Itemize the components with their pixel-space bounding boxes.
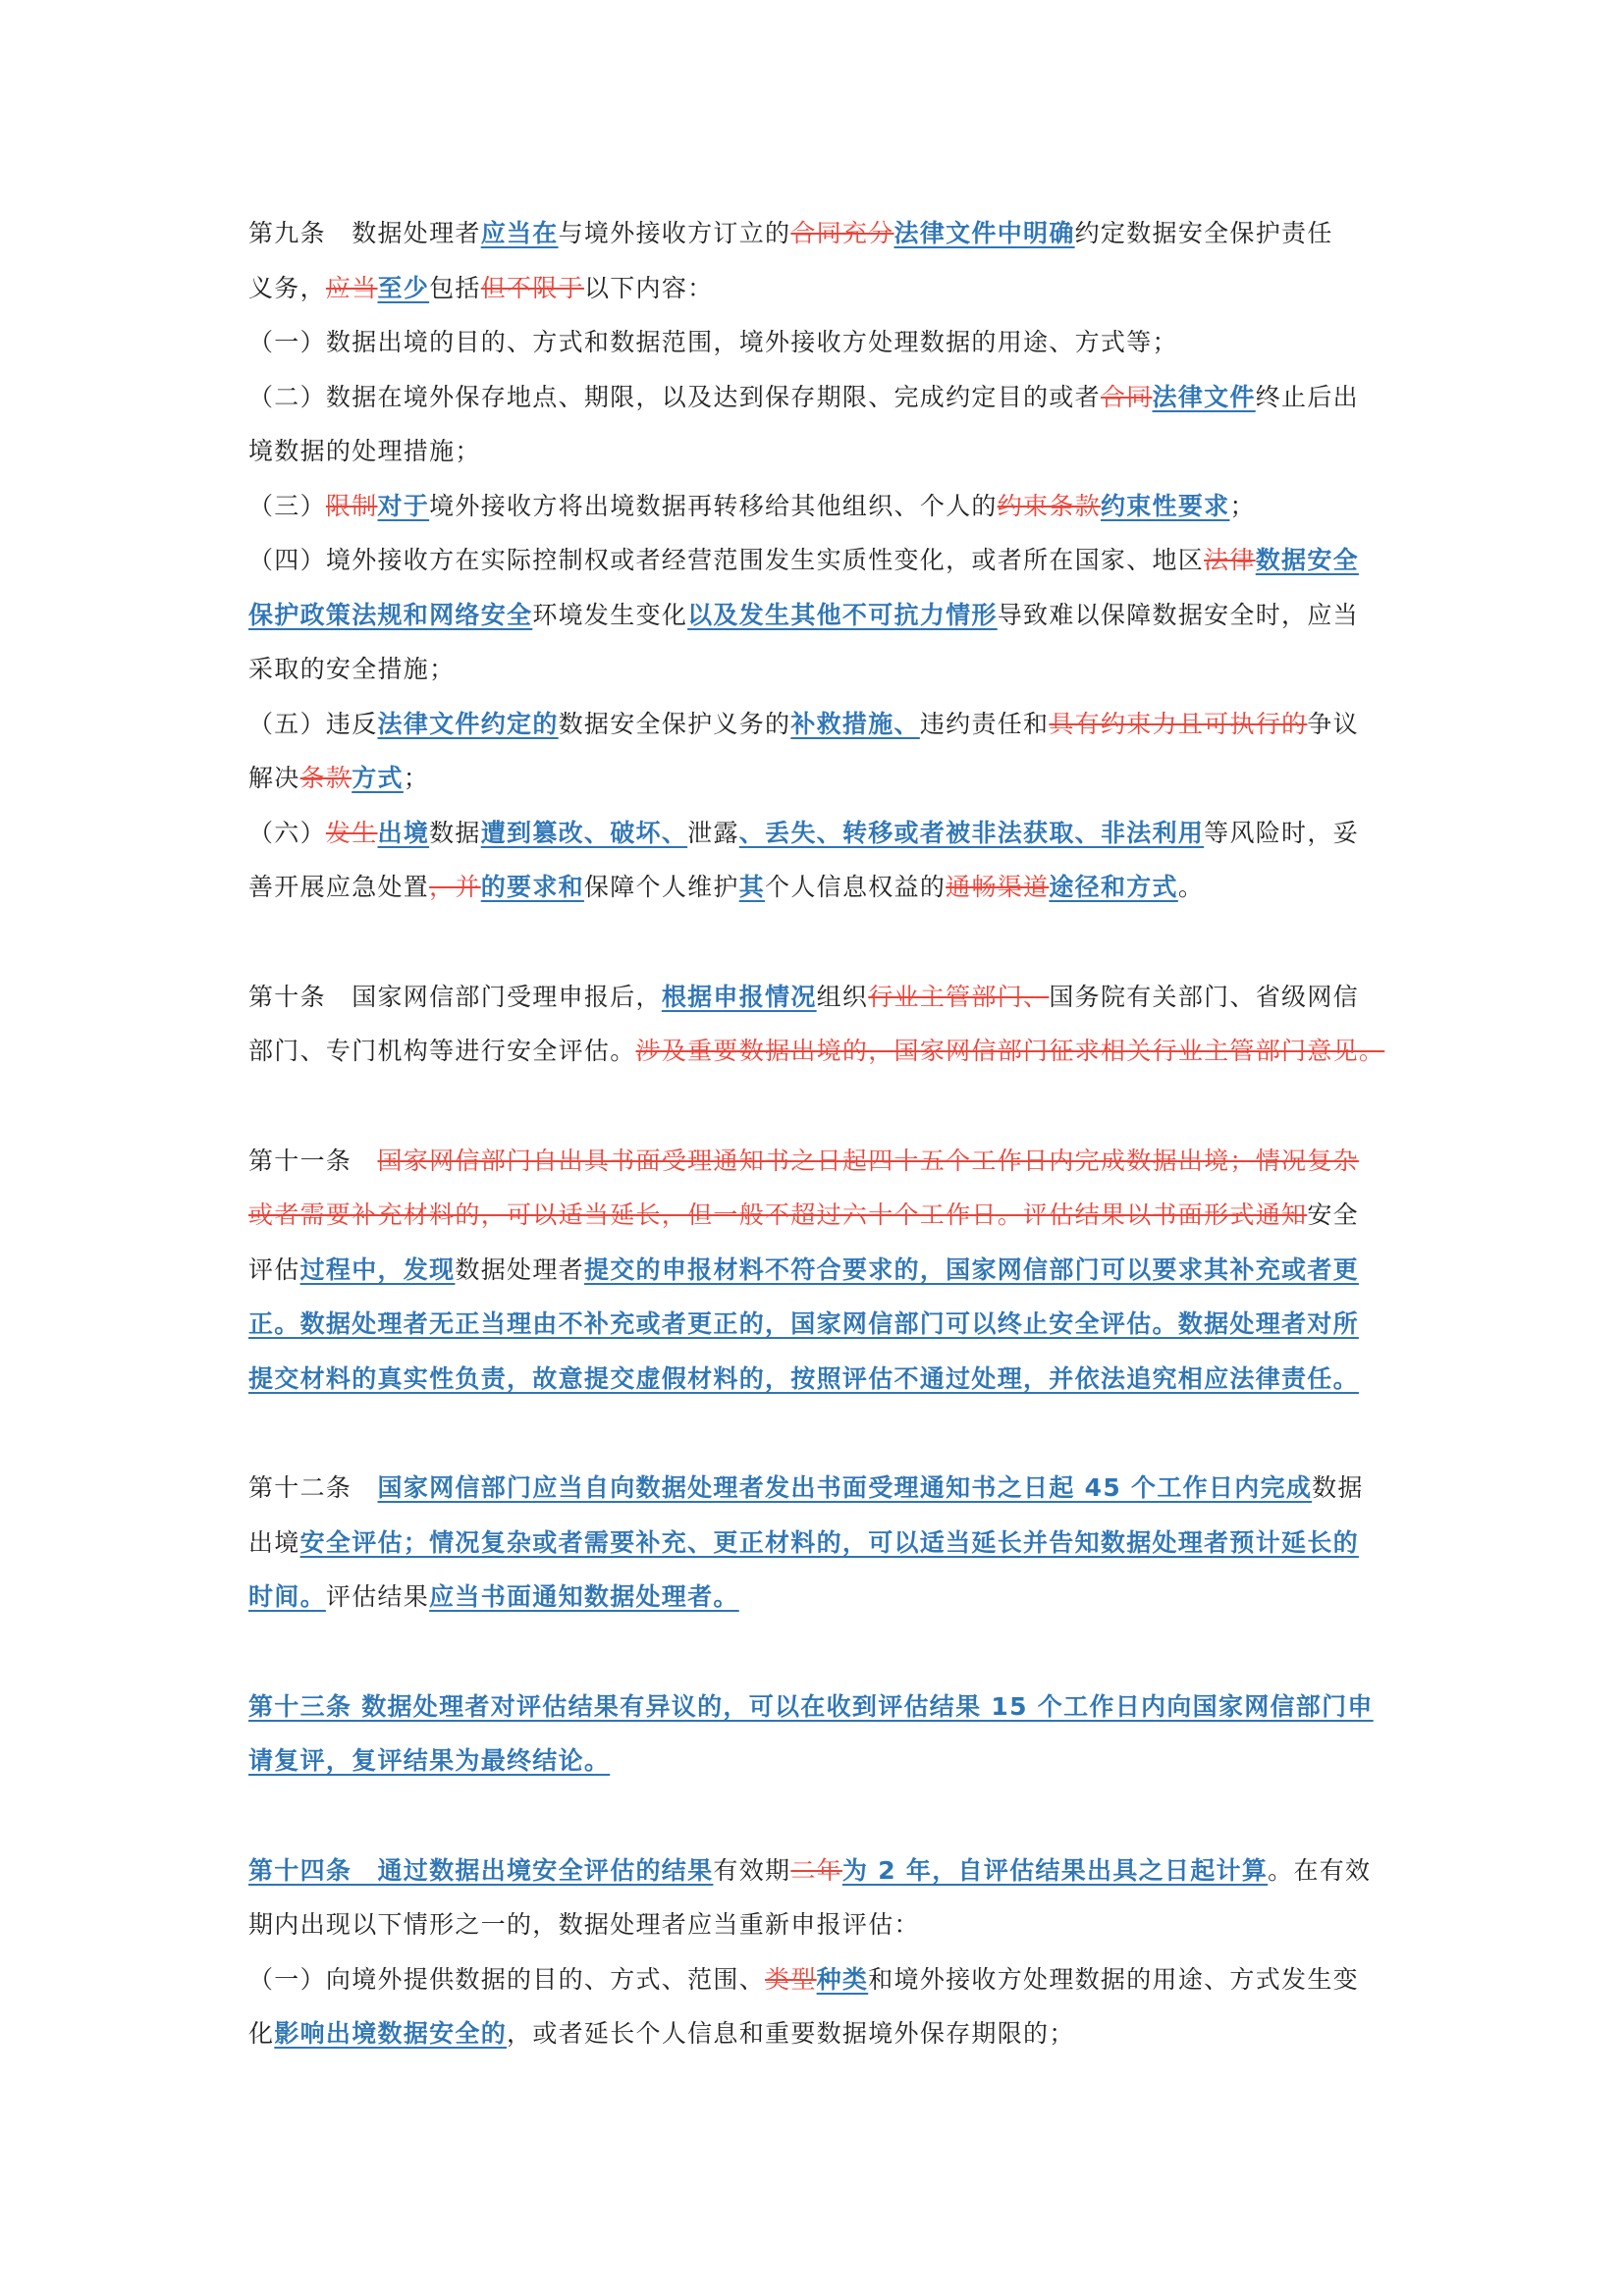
inserted-text: 的要求和 [480,873,584,901]
body-text: 和境外接收方处理数据的用途、方式发生变 [868,1964,1359,1994]
text-line [248,970,1389,1025]
deleted-text: 法律 [1204,546,1256,574]
text-line [248,642,1389,697]
body-text: 组织 [816,982,869,1011]
paragraph-gap [248,1625,1389,1680]
text-line [248,2006,1389,2061]
body-text: 约定数据安全保护责任 [1074,219,1333,247]
body-text: 评估结果 [325,1582,430,1611]
paragraph-gap [248,915,1389,970]
text-line [248,1734,1389,1789]
inserted-text: 应当在 [480,219,559,247]
body-text: 安全 [1307,1201,1359,1229]
body-text: 导致难以保障数据安全时，应当 [997,600,1359,629]
inserted-text: 至少 [377,273,430,302]
body-text: 第九条 数据处理者 [248,219,481,247]
body-text: 个人信息权益的 [765,873,947,901]
text-line [248,1188,1389,1243]
body-text: 有效期 [713,1855,791,1885]
text-line [248,1352,1389,1407]
body-text: 。 [1177,873,1205,901]
inserted-text: 约束性要求 [1100,491,1230,520]
deleted-text: 合同 [1100,382,1153,411]
inserted-text: 、丢失、转移或者被非法获取、非法利用 [738,818,1205,847]
inserted-text: 为 2 年，自评估结果出具之日起计算 [841,1855,1269,1885]
deleted-text: 约束条款 [997,491,1101,520]
body-text: 国务院有关部门、省级网信 [1049,982,1359,1011]
paragraph-gap [248,1789,1389,1843]
text-line [248,697,1389,752]
text-line [248,533,1389,588]
text-line [248,1134,1389,1189]
inserted-text: 对于 [377,491,430,520]
text-line [248,315,1389,370]
body-text: 采取的安全措施； [248,655,456,683]
deleted-text: 或者需要补充材料的，可以适当延长，但一般不超过六十个工作日。评估结果以书面形式通知 [248,1201,1308,1229]
body-text: 违约责任和 [919,709,1050,738]
inserted-text: 提交材料的真实性负责，故意提交虚假材料的，按照评估不通过处理，并依法追究相应法律责任。 [248,1363,1359,1393]
inserted-text: 安全评估；情况复杂或者需要补充、更正材料的，可以适当延长并告知数据处理者预计延长的 [299,1527,1359,1557]
inserted-text: 第十三条 数据处理者对评估结果有异议的，可以在收到评估结果 15 个工作日内向国家网信部门申 [248,1691,1374,1721]
deleted-text: 但不限于 [480,273,584,302]
inserted-text: 时间。 [248,1582,326,1611]
body-text: 数据 [1312,1473,1364,1502]
inserted-text: 补救措施、 [790,709,920,738]
inserted-text: 请复评，复评结果为最终结论。 [248,1746,611,1775]
body-text: 与境外接收方订立的 [558,219,791,247]
body-text: 境数据的处理措施； [248,437,481,465]
text-line [248,370,1389,425]
text-line [248,588,1389,643]
body-text: 部门、专门机构等进行安全评估。 [248,1037,636,1065]
body-text: （五）违反 [248,709,378,738]
deleted-text: 具有约束力且可执行的 [1049,709,1308,738]
body-text: 。在有效 [1268,1855,1372,1885]
inserted-text: 过程中，发现 [299,1255,456,1284]
body-text: ； [1229,491,1256,520]
deleted-text: 涉及重要数据出境的，国家网信部门征求相关行业主管部门意见。 [635,1037,1385,1065]
inserted-text: 遭到篡改、破坏、 [480,818,688,847]
body-text: 期内出现以下情形之一的，数据处理者应当重新申报评估： [248,1910,920,1939]
text-line [248,479,1389,534]
deleted-text: 应当 [325,273,378,302]
body-text: 第十二条 [248,1473,378,1502]
text-line [248,1897,1389,1952]
text-line [248,1024,1389,1079]
body-text: 终止后出 [1255,382,1359,411]
body-text: 化 [248,2019,275,2048]
paragraph-gap [248,1079,1389,1134]
body-text: 解决 [248,764,300,792]
body-text: ； [403,764,430,792]
inserted-text: 国家网信部门应当自向数据处理者发出书面受理通知书之日起 45 个工作日内完成 [377,1473,1313,1502]
deleted-text: 类型 [765,1964,817,1994]
body-text: 义务， [248,273,326,302]
body-text: 数据处理者 [455,1255,584,1284]
deleted-text: 通畅渠道 [946,873,1050,901]
body-text: 境外接收方将出境数据再转移给其他组织、个人的 [429,491,998,520]
deleted-text: 发生 [325,818,378,847]
body-text: （四）境外接收方在实际控制权或者经营范围发生实质性变化，或者所在国家、地区 [248,546,1205,574]
inserted-text: 以及发生其他不可抗力情形 [687,600,998,629]
inserted-text: 数据安全 [1255,546,1359,574]
text-line [248,1843,1389,1898]
inserted-text: 根据申报情况 [661,982,817,1011]
body-text: 评估 [248,1255,300,1284]
inserted-text: 出境 [377,818,430,847]
body-text: 保障个人维护 [583,873,739,901]
inserted-text: 应当书面通知数据处理者。 [429,1582,739,1611]
body-text: （一）数据出境的目的、方式和数据范围，境外接收方处理数据的用途、方式等； [248,328,1178,356]
text-line [248,1297,1389,1352]
document-page [248,206,1389,2061]
deleted-text: 二年 [790,1855,842,1885]
inserted-text: 法律文件 [1152,382,1256,411]
deleted-text: ，并 [429,873,481,901]
deleted-text: 合同充分 [790,219,894,247]
text-line [248,261,1389,316]
body-text: （一）向境外提供数据的目的、方式、范围、 [248,1964,766,1994]
text-line [248,806,1389,861]
text-line [248,1952,1389,2007]
body-text: ，或者延长个人信息和重要数据境外保存期限的； [507,2019,1075,2048]
inserted-text: 保护政策法规和网络安全 [248,600,533,629]
deleted-text: 条款 [299,764,352,792]
inserted-text: 影响出境数据安全的 [274,2019,508,2048]
text-line [248,1243,1389,1298]
paragraph-gap [248,1406,1389,1461]
body-text: 环境发生变化 [532,600,688,629]
body-text: 善开展应急处置 [248,873,430,901]
body-text: 泄露 [687,818,739,847]
text-line [248,206,1389,261]
body-text: 第十条 国家网信部门受理申报后， [248,982,662,1011]
body-text: 出境 [248,1527,300,1557]
body-text: 包括 [429,273,481,302]
deleted-text: 国家网信部门自出具书面受理通知书之日起四十五个工作日内完成数据出境；情况复杂 [377,1146,1359,1175]
inserted-text: 方式 [352,764,404,792]
inserted-text: 种类 [816,1964,869,1994]
body-text: 以下内容： [583,273,714,302]
body-text: 第十一条 [248,1146,378,1175]
body-text: （六） [248,818,326,847]
text-line [248,751,1389,806]
body-text: 等风险时，妥 [1204,818,1359,847]
inserted-text: 途径和方式 [1049,873,1178,901]
text-line [248,1680,1389,1735]
inserted-text: 法律文件约定的 [377,709,559,738]
inserted-text: 其 [738,873,766,901]
inserted-text: 提交的申报材料不符合要求的，国家网信部门可以要求其补充或者更 [583,1255,1359,1284]
text-line [248,1461,1389,1516]
body-text: 数据安全保护义务的 [558,709,791,738]
body-text: 数据 [429,818,481,847]
body-text: （二）数据在境外保存地点、期限，以及达到保存期限、完成约定目的或者 [248,382,1101,411]
deleted-text: 行业主管部门、 [868,982,1050,1011]
inserted-text: 正。数据处理者无正当理由不补充或者更正的，国家网信部门可以终止安全评估。数据处理者对所 [248,1309,1359,1338]
body-text: 争议 [1307,709,1359,738]
text-line [248,1516,1389,1571]
inserted-text: 法律文件中明确 [893,219,1075,247]
inserted-text: 第十四条 通过数据出境安全评估的结果 [248,1855,714,1885]
deleted-text: 限制 [325,491,378,520]
text-line [248,424,1389,479]
body-text: （三） [248,491,326,520]
text-line [248,1570,1389,1625]
text-line [248,860,1389,915]
